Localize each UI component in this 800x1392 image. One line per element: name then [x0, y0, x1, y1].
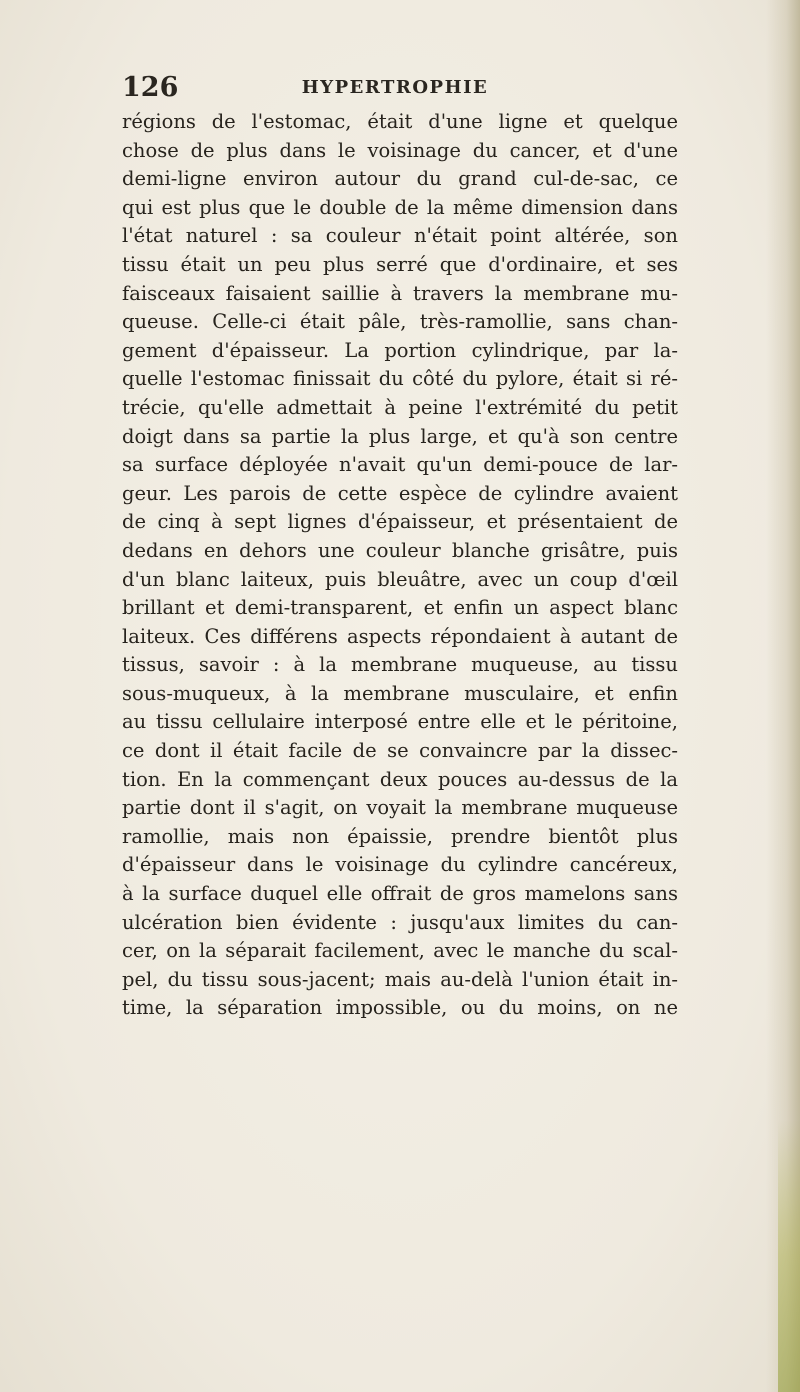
text-line: laiteux. Ces différens aspects répondaient à autant de [122, 624, 678, 648]
text-line: sa surface déployée n'avait qu'un demi-pouce de lar- [122, 453, 678, 477]
text-line: de cinq à sept lignes d'épaisseur, et présentaient de [122, 510, 678, 534]
text-line: demi-ligne environ autour du grand cul-de-sac, ce [122, 167, 678, 191]
text-line: trécie, qu'elle admettait à peine l'extrémité du petit [122, 395, 678, 419]
text-line: au tissu cellulaire interposé entre elle et le péritoine, [122, 710, 678, 734]
text-line: gement d'épaisseur. La portion cylindrique, par la- [122, 338, 678, 362]
text-line: ramollie, mais non épaissie, prendre bientôt plus [122, 824, 678, 848]
page-number: 126 [122, 72, 179, 103]
page-edge-stain [778, 1120, 800, 1392]
text-line: chose de plus dans le voisinage du cancer, et d'une [122, 138, 678, 162]
text-line: dedans en dehors une couleur blanche grisâtre, puis [122, 538, 678, 562]
text-line: geur. Les parois de cette espèce de cylindre avaient [122, 481, 678, 505]
text-line: qui est plus que le double de la même dimension dans [122, 195, 678, 219]
text-line: l'état naturel : sa couleur n'était point altérée, son [122, 224, 678, 248]
text-line: faisceaux faisaient saillie à travers la membrane mu- [122, 281, 678, 305]
text-line: tissus, savoir : à la membrane muqueuse, au tissu [122, 653, 678, 677]
text-line: tissu était un peu plus serré que d'ordinaire, et ses [122, 252, 678, 276]
text-line: partie dont il s'agit, on voyait la membrane muqueuse [122, 796, 678, 820]
text-line: time, la séparation impossible, ou du moins, on ne [122, 996, 678, 1020]
text-line: d'épaisseur dans le voisinage du cylindre cancéreux, [122, 853, 678, 877]
text-line: tion. En la commençant deux pouces au-dessus de la [122, 767, 678, 791]
text-line: pel, du tissu sous-jacent; mais au-delà l'union était in- [122, 967, 678, 991]
text-line: cer, on la séparait facilement, avec le manche du scal- [122, 939, 678, 963]
text-line: à la surface duquel elle offrait de gros mamelons sans [122, 882, 678, 906]
body-text [122, 108, 678, 1023]
text-line: brillant et demi-transparent, et enfin un aspect blanc [122, 596, 678, 620]
text-line: sous-muqueux, à la membrane musculaire, et enfin [122, 681, 678, 705]
text-line: quelle l'estomac finissait du côté du pylore, était si ré- [122, 367, 678, 391]
text-line: régions de l'estomac, était d'une ligne et quelque [122, 110, 678, 133]
page-header [122, 72, 668, 106]
running-head: HYPERTROPHIE [301, 77, 489, 98]
text-line: ulcération bien évidente : jusqu'aux limites du can- [122, 910, 678, 934]
text-line: ce dont il était facile de se convaincre par la dissec- [122, 739, 678, 763]
text-line: doigt dans sa partie la plus large, et qu'à son centre [122, 424, 678, 448]
text-line: d'un blanc laiteux, puis bleuâtre, avec un coup d'œil [122, 567, 678, 591]
text-line: queuse. Celle-ci était pâle, très-ramollie, sans chan- [122, 310, 678, 334]
